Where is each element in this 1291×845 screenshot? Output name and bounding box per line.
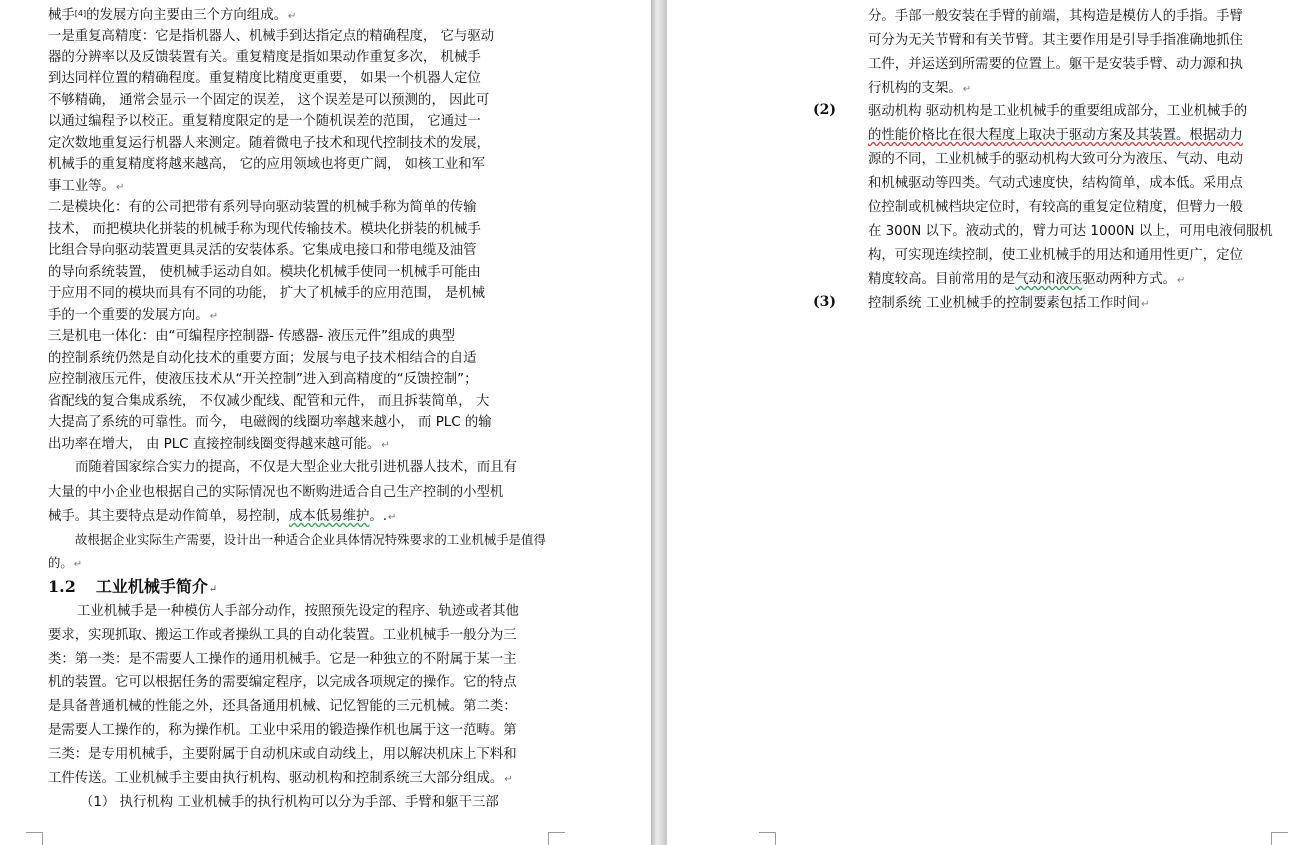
text-line: 源的不同，工业机械手的驱动机构大致可分为液压、气动、电动 bbox=[868, 152, 1243, 167]
text-line: 三是机电一体化：由“可编程序控制器- 传感器- 液压元件”组成的典型 bbox=[48, 329, 455, 344]
section-heading: 1.2 工业机械手简介↵ bbox=[48, 577, 218, 596]
section-title: 工业机械手简介 bbox=[95, 577, 208, 596]
text-line: 大提高了系统的可靠性。而今， 电磁阀的线圈功率越来越小， 而 PLC 的输 bbox=[48, 415, 492, 430]
text-line: 大量的中小企业也根据自己的实际情况也不断购进适合自己生产控制的小型机 bbox=[48, 485, 504, 500]
section-number: 1.2 bbox=[48, 577, 76, 596]
corner-crop-mark bbox=[759, 832, 776, 845]
text-line: 分。手部一般安装在手臂的前端，其构造是模仿人的手指。手臂 bbox=[868, 9, 1243, 24]
text-line: 工业机械手是一种模仿人手部分动作，按照预先设定的程序、轨迹或者其他 bbox=[77, 604, 519, 619]
text-line: 行机构的支架。↵ bbox=[868, 81, 972, 96]
text-line: 的控制系统仍然是自动化技术的重要方面；发展与电子技术相结合的自适 bbox=[48, 351, 477, 366]
text-line: 械手[4]的发展方向主要由三个方向组成。↵ bbox=[48, 8, 297, 23]
text-line: 技术， 而把模块化拼装的机械手称为现代传输技术。模块化拼装的机械手 bbox=[48, 222, 481, 237]
text-line: 精度较高。目前常用的是气动和液压驱动两种方式。↵ bbox=[868, 272, 1186, 287]
text-line: 不够精确， 通常会显示一个固定的误差， 这个误差是可以预测的， 因此可 bbox=[48, 93, 490, 108]
text-line: 是需要人工操作的，称为操作机。工业中采用的锻造操作机也属于这一范畴。第 bbox=[48, 723, 517, 738]
text-line: （1） 执行机构 工业机械手的执行机构可以分为手部、手臂和躯干三部 bbox=[80, 795, 499, 810]
text-line: 三类：是专用机械手，主要附属于自动机床或自动线上，用以解决机床上下料和 bbox=[48, 747, 517, 762]
corner-crop-mark bbox=[1271, 832, 1288, 845]
text-line: 在 300N 以下。液动式的，臂力可达 1000N 以上，可用电液伺服机 bbox=[868, 224, 1273, 239]
text-line: 事工业等。↵ bbox=[48, 179, 125, 194]
text-line: 驱动机构 驱动机构是工业机械手的重要组成部分，工业机械手的 bbox=[868, 104, 1248, 119]
list-number: (3) bbox=[813, 294, 836, 310]
text-line: 应控制液压元件，使液压技术从“开关控制”进入到高精度的“反馈控制”； bbox=[48, 372, 478, 387]
text-line: 而随着国家综合实力的提高，不仅是大型企业大批引进机器人技术，而且有 bbox=[75, 460, 517, 475]
text-line: 省配线的复合集成系统， 不仅减少配线、配管和元件， 而且拆装简单， 大 bbox=[48, 394, 490, 409]
text-line: 手的一个重要的发展方向。↵ bbox=[48, 308, 219, 323]
text-line: 于应用不同的模块而具有不同的功能， 扩大了机械手的应用范围， 是机械 bbox=[48, 286, 486, 301]
text-line: 一是重复高精度：它是指机器人、机械手到达指定点的精确程度， 它与驱动 bbox=[48, 29, 495, 44]
text-line: 可分为无关节臂和有关节臂。其主要作用是引导手指准确地抓住 bbox=[868, 33, 1243, 48]
text-line: 工件，并运送到所需要的位置上。躯干是安装手臂、动力源和执 bbox=[868, 57, 1243, 72]
spelling-flagged-text: 的性能价格比在很大程度上取决于驱动方案及其装置。根据动力 bbox=[868, 128, 1243, 143]
text-line: 比组合导向驱动装置更具灵活的安装体系。它集成电接口和带电缆及油管 bbox=[48, 243, 477, 258]
text-line: 械手。其主要特点是动作简单，易控制，成本低易维护。.↵ bbox=[48, 509, 397, 524]
text-line: 二是模块化：有的公司把带有系列导向驱动装置的机械手称为简单的传输 bbox=[48, 200, 477, 215]
text-line: 器的分辨率以及反馈装置有关。重复精度是指如果动作重复多次， 机械手 bbox=[48, 50, 481, 65]
text-line: 定次数地重复运行机器人来测定。随着微电子技术和现代控制技术的发展， bbox=[48, 136, 490, 151]
grammar-flagged-text: 气动和液压 bbox=[1015, 272, 1083, 287]
text-line: 位控制或机械档块定位时，有较高的重复定位精度，但臂力一般 bbox=[868, 200, 1243, 215]
text-line: 机械手的重复精度将越来越高， 它的应用领域也将更广阔， 如核工业和军 bbox=[48, 157, 486, 172]
page-gap bbox=[651, 0, 667, 845]
text-line: 控制系统 工业机械手的控制要素包括工作时间↵ bbox=[868, 296, 1150, 311]
text-line: 的导向系统装置， 使机械手运动自如。模块化机械手使同一机械手可能由 bbox=[48, 265, 481, 280]
text-line: 到达同样位置的精确程度。重复精度比精度更重要， 如果一个机器人定位 bbox=[48, 71, 481, 86]
text-line: 以通过编程予以校正。重复精度限定的是一个随机误差的范围， 它通过一 bbox=[48, 114, 481, 129]
text-line: 是具备普通机械的性能之外，还具备通用机械、记忆智能的三元机械。第二类： bbox=[48, 699, 517, 714]
text-line: 构，可实现连续控制，使工业机械手的用达和通用性更广，定位 bbox=[868, 248, 1243, 263]
grammar-flagged-text: 成本低易维护 bbox=[289, 509, 370, 524]
text-line: 类：第一类：是不需要人工操作的通用机械手。它是一种独立的不附属于某一主 bbox=[48, 652, 517, 667]
text-line: 出功率在增大， 由 PLC 直接控制线圈变得越来越可能。↵ bbox=[48, 437, 390, 452]
list-number: (2) bbox=[813, 102, 836, 118]
document-page-right bbox=[667, 0, 1291, 845]
text-line: 和机械驱动等四类。气动式速度快，结构简单，成本低。采用点 bbox=[868, 176, 1243, 191]
text-line: 机的装置。它可以根据任务的需要编定程序，以完成各项规定的操作。它的特点 bbox=[48, 675, 517, 690]
text-line: 工件传送。工业机械手主要由执行机构、驱动机构和控制系统三大部分组成。↵ bbox=[48, 771, 513, 786]
text-line: 的。↵ bbox=[48, 555, 83, 570]
corner-crop-mark bbox=[26, 832, 43, 845]
citation-superscript: [4] bbox=[74, 9, 87, 18]
text-line bbox=[868, 128, 1243, 144]
text-line: 要求，实现抓取、搬运工作或者操纵工具的自动化装置。工业机械手一般分为三 bbox=[48, 628, 517, 643]
corner-crop-mark bbox=[548, 832, 565, 845]
text-line: 故根据企业实际生产需要，设计出一种适合企业具体情况特殊要求的工业机械手是值得 bbox=[75, 532, 546, 547]
